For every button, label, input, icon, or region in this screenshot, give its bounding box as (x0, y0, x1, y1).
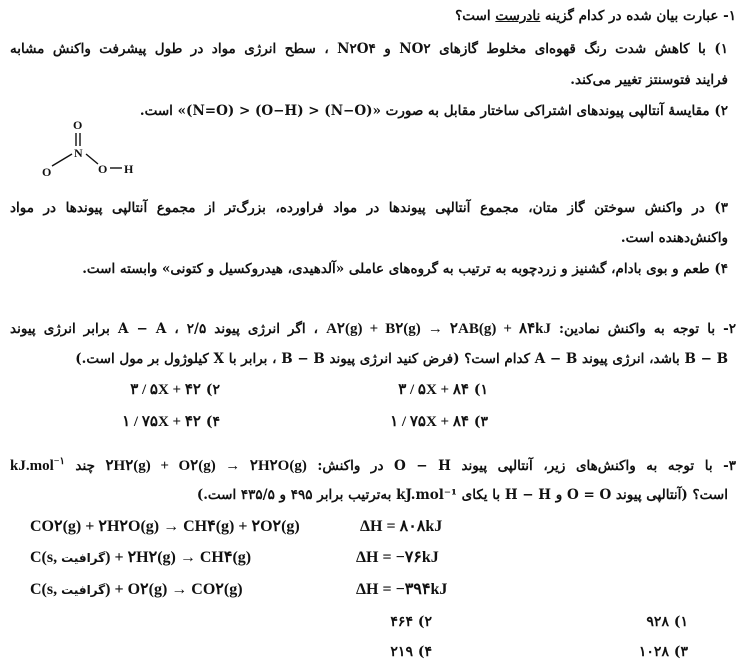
q1-option-4-text: طعم و بوی بادام، گشنیز و زردچوبه به ترتیب به گروه‌های عاملی «آلدهیدی، هیدروکسیل و کتونی» وابسته است. (82, 261, 710, 277)
q3-option-3[interactable] (639, 642, 688, 662)
q3-option-2-label: ۲) (417, 614, 432, 630)
q2-stem (10, 319, 736, 339)
q3-option-1-label: ۱) (673, 614, 688, 630)
q3-equation-3-dh-value: ΔH = −۳۹۴kJ (356, 581, 448, 598)
q1-stem-end: است؟ (455, 8, 491, 24)
q3-option-3-value: ۱۰۲۸ (638, 644, 669, 660)
q3-equation-1-dh (360, 516, 442, 538)
q3-equation-3-post: ) + O۲(g) → CO۲(g) (105, 581, 243, 598)
q3-stem (10, 452, 736, 476)
q2-option-1-label: ۱) (473, 382, 488, 398)
nitric-acid-structure (40, 118, 150, 180)
q3-reaction: ۲H۲(g) + O۲(g) → ۲H۲O(g) (105, 458, 307, 474)
q2-option-2-label: ۲) (205, 382, 220, 398)
q2-option-2-value: ۳ / ۵X + ۴۲ (130, 382, 201, 398)
q3-option-4-value: ۲۱۹ (390, 644, 413, 660)
q1-option-3 (10, 198, 728, 218)
q3-equation-2-post: ) + ۲H۲(g) → CH۴(g) (105, 549, 252, 566)
q1-option-1-text-2: فرایند فتوسنتز تغییر می‌کند. (570, 72, 728, 88)
q2-number: ۲- (723, 321, 736, 337)
q3-equation-2-dh-value: ΔH = −۷۶kJ (356, 549, 439, 566)
q2-option-3[interactable] (390, 412, 488, 432)
q2-option-4[interactable] (122, 412, 220, 432)
q2-reaction: A۲(g) + B۲(g) → ۲AB(g) + ۸۴kJ (326, 321, 551, 337)
q1-option-1-label: ۱) (714, 41, 729, 57)
q1-option-1-cont (10, 70, 728, 90)
q3-unit (10, 458, 65, 474)
q2-stem-text: با توجه به واکنش نمادین: (559, 321, 716, 337)
svg-text:O: O (98, 162, 108, 176)
q3-option-1[interactable] (646, 612, 688, 632)
q3-equation-2-dh (356, 547, 439, 569)
svg-text:O: O (73, 118, 83, 132)
q2-option-3-label: ۳) (473, 414, 488, 430)
q1-option-3-label: ۳) (714, 200, 728, 216)
q3-number: ۳- (723, 458, 737, 474)
q2-stem-cont (10, 349, 728, 369)
q1-option-2-label: ۲) (714, 103, 728, 119)
q3-stem-cont (10, 485, 728, 505)
q1-option-2-text: مقایسهٔ آنتالپی پیوندهای اشتراکی ساختار مقابل به صورت «(N−O) < (O−H) < (N=O)» است. (139, 103, 710, 119)
q3-option-3-label: ۳) (673, 644, 688, 660)
q2-option-1[interactable] (398, 380, 488, 400)
q3-equation-2-fa: گرافیت (61, 551, 106, 565)
q1-stem (10, 6, 736, 26)
q1-option-1-text: با کاهش شدت رنگ قهوه‌ای مخلوط گازهای NO۲ و N۲O۴ ، سطح انرژی مواد در طول پیشرفت واکنش مشابه (10, 41, 706, 57)
q2-option-3-value: ۱ / ۷۵X + ۸۴ (390, 414, 469, 430)
q3-equation-3-pre: C(s, (30, 581, 62, 598)
q3-equation-1-left: CO۲(g) + ۲H۲O(g) → CH۴(g) + ۲O۲(g) (30, 518, 300, 535)
q3-option-1-value: ۹۲۸ (646, 614, 669, 630)
q3-stem-text-2: چند (75, 458, 95, 474)
q1-option-3-text: در واکنش سوختن گاز متان، مجموع آنتالپی پیوندها در مواد فراورده، بزرگ‌تر از مجموع آنتالپی پیوندها در مواد (10, 200, 705, 216)
q2-option-4-value: ۱ / ۷۵X + ۴۲ (122, 414, 201, 430)
q1-option-3-text-2: واکنش‌دهنده است. (620, 230, 728, 246)
svg-text:O: O (42, 165, 52, 179)
q3-equation-2 (30, 547, 251, 569)
q3-option-4-label: ۴) (417, 644, 432, 660)
svg-text:N: N (74, 146, 83, 160)
q2-stem-text-3: B − B باشد، انرژی پیوند A − B کدام است؟ (فرض کنید انرژی پیوند B − B ، برابر با X کیلوژول بر مول است.) (75, 351, 728, 367)
q3-equation-1 (30, 516, 300, 538)
q3-option-2-value: ۴۶۴ (390, 614, 413, 630)
q1-number: ۱- (723, 8, 736, 24)
svg-text:H: H (124, 162, 134, 176)
q3-equation-3-dh (356, 579, 447, 601)
molecule-diagram-icon (40, 118, 150, 180)
q3-option-2[interactable] (390, 612, 432, 632)
q1-underlined-word: نادرست (495, 8, 541, 24)
q3-unit-base: kJ.mol (10, 458, 54, 474)
q3-equation-3 (30, 579, 243, 601)
q2-stem-text-2: ، اگر انرژی پیوند A − A ، ۲/۵ برابر انرژی پیوند (10, 321, 319, 337)
q3-stem-text: با توجه به واکنش‌های زیر، آنتالپی پیوند O − H در واکنش: (317, 458, 713, 474)
q3-option-4[interactable] (390, 642, 432, 662)
q3-stem-text-3: است؟ (آنتالپی پیوند O = O و H − H با یکای kJ.mol⁻¹ به‌ترتیب برابر ۴۹۵ و ۴۳۵/۵ است.) (196, 487, 728, 503)
q1-option-1 (10, 39, 728, 59)
q3-equation-1-dh-value: ΔH = ۸۰۸kJ (360, 518, 443, 535)
q2-option-4-label: ۴) (205, 414, 220, 430)
q1-option-3-cont (10, 228, 728, 248)
q2-option-2[interactable] (130, 380, 220, 400)
q1-stem-text: عبارت بیان شده در کدام گزینه (545, 8, 719, 24)
q1-option-4 (10, 259, 728, 279)
q3-equation-3-fa: گرافیت (61, 583, 106, 597)
q3-unit-exp: −۱ (53, 456, 65, 467)
q1-option-4-label: ۴) (714, 261, 728, 277)
q2-option-1-value: ۳ / ۵X + ۸۴ (398, 382, 469, 398)
q3-equation-2-pre: C(s, (30, 549, 62, 566)
